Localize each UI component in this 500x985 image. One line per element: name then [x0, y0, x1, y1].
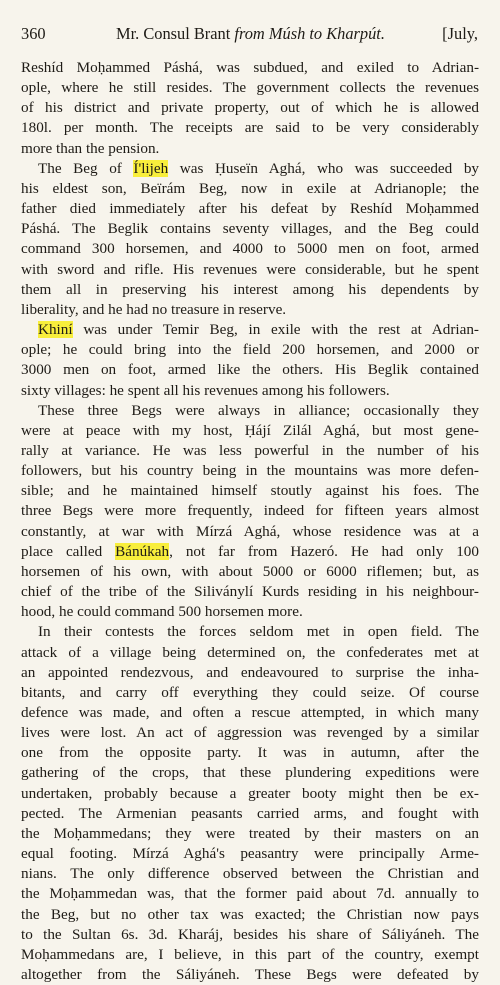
text-line: liberality, and he had no treasure in reserve. — [21, 300, 287, 318]
text-line: nians. The only difference observed between the Christian and — [21, 865, 479, 883]
text-line: three Begs were more frequently, indeed for fifteen years almost — [21, 502, 479, 520]
text-line: to the Sultan 6s. 3d. Kharáj, besides his share of Sáliyáneh. The — [21, 925, 479, 943]
text-line: gathering of the crops, that these plundering expeditions were — [21, 764, 479, 782]
text-line: rally at variance. He was less powerful in the number of his — [21, 441, 479, 459]
text-line: lives were lost. An act of aggression was revenged by a similar — [21, 724, 479, 742]
text-line: Khiní was under Temir Beg, in exile with the rest at Adrian- — [38, 321, 479, 339]
text-line: Moḥammedans are, I believe, in this part of the country, exempt — [21, 945, 479, 963]
text-line: horsemen of his own, with about 5000 or 6000 riflemen; but, as — [21, 562, 479, 580]
text-line: 180l. per month. The receipts are said to be very considerably — [21, 119, 479, 137]
text-line: place called Bánúkah, not far from Hazeró. He had only 100 — [21, 542, 479, 560]
text-line: altogether from the Sáliyáneh. These Begs were defeated by — [21, 966, 479, 984]
text-line: more than the pension. — [21, 139, 160, 157]
text-line: defence was made, and often a rescue attempted, in which many — [21, 704, 479, 721]
text-line: The Beg of Í'lijeh was Ḥuseïn Aghá, who was succeeded by — [38, 159, 479, 177]
text-line: the Moḥammedans; they were treated by their masters on an — [21, 824, 479, 842]
text-line: constantly, at war with Mírzá Aghá, whose residence was at a — [21, 522, 479, 540]
text-line: bitants, and carry off everything they could seize. Of course — [21, 683, 479, 701]
text-line: ople; he could bring into the field 200 horsemen, and 2000 or — [21, 341, 479, 359]
text-line: 3000 men on foot, armed like the others. His Beglik contained — [21, 361, 479, 379]
text-line: followers, but his country being in the mountains was more defen- — [21, 462, 479, 480]
text-line: sixty villages: he spent all his revenues among his followers. — [21, 381, 390, 399]
text-line: his eldest son, Beïrám Beg, now in exile at Adrianople; the — [21, 179, 479, 197]
text-line: In their contests the forces seldom met in open field. The — [38, 623, 479, 641]
text-line: the Moḥammedan was, that the former paid about 7d. annually to — [21, 885, 479, 903]
highlighted-term: Khiní — [38, 321, 73, 339]
text-line: ople, where he still resides. The government collects the revenues — [21, 79, 479, 97]
text-line: them all in preserving his interest among his dependents by — [21, 280, 479, 298]
text-line: one from the opposite party. It was in autumn, after the — [21, 744, 479, 762]
text-line: the Beg, but no other tax was exacted; the Christian now pays — [21, 905, 479, 923]
text-line: command 300 horsemen, and 4000 to 5000 men on foot, armed — [21, 240, 479, 258]
text-line: Reshíd Moḥammed Páshá, was subdued, and exiled to Adrian- — [21, 59, 479, 76]
text-line: father died immediately after his defeat by Reshíd Moḥammed — [21, 200, 479, 218]
page-number: 360 — [21, 24, 46, 43]
page-header — [21, 23, 479, 45]
text-line: undertaken, probably because a greater booty might then be ex- — [21, 784, 479, 802]
text-line: Páshá. The Beglik contains seventy villages, and the Beg could — [21, 220, 479, 238]
text-line: attack of a village being determined on, the confederates met at — [21, 643, 479, 661]
running-title-author: Mr. Consul Brant — [116, 24, 235, 43]
text-line: These three Begs were always in alliance; occasionally they — [38, 401, 479, 419]
text-line: hood, he could command 500 horsemen more. — [21, 603, 303, 621]
running-title — [116, 23, 385, 45]
body-text — [21, 58, 479, 985]
highlighted-term: Í'lijeh — [133, 159, 169, 177]
highlighted-term: Bánúkah — [115, 542, 170, 560]
text-line: of his district and private property, out of which he is allowed — [21, 99, 479, 117]
text-line: were at peace with my host, Ḥájí Zilál Aghá, but most gene- — [21, 421, 479, 439]
running-date: [July, — [442, 24, 478, 43]
text-line: an appointed rendezvous, and endeavoured to surprise the inha- — [21, 663, 479, 681]
running-title-route: from Músh to Kharpút. — [234, 24, 385, 43]
text-line: with sword and rifle. His revenues were considerable, but he spent — [21, 260, 479, 278]
text-line: pected. The Armenian peasants carried arms, and fought with — [21, 804, 479, 822]
text-line: sible; and he maintained himself stoutly against his foes. The — [21, 482, 479, 500]
text-line: chief of the tribe of the Siliványlí Kurds residing in his neighbour- — [21, 583, 479, 601]
text-line: equal footing. Mírzá Aghá's peasantry were principally Arme- — [21, 845, 479, 863]
